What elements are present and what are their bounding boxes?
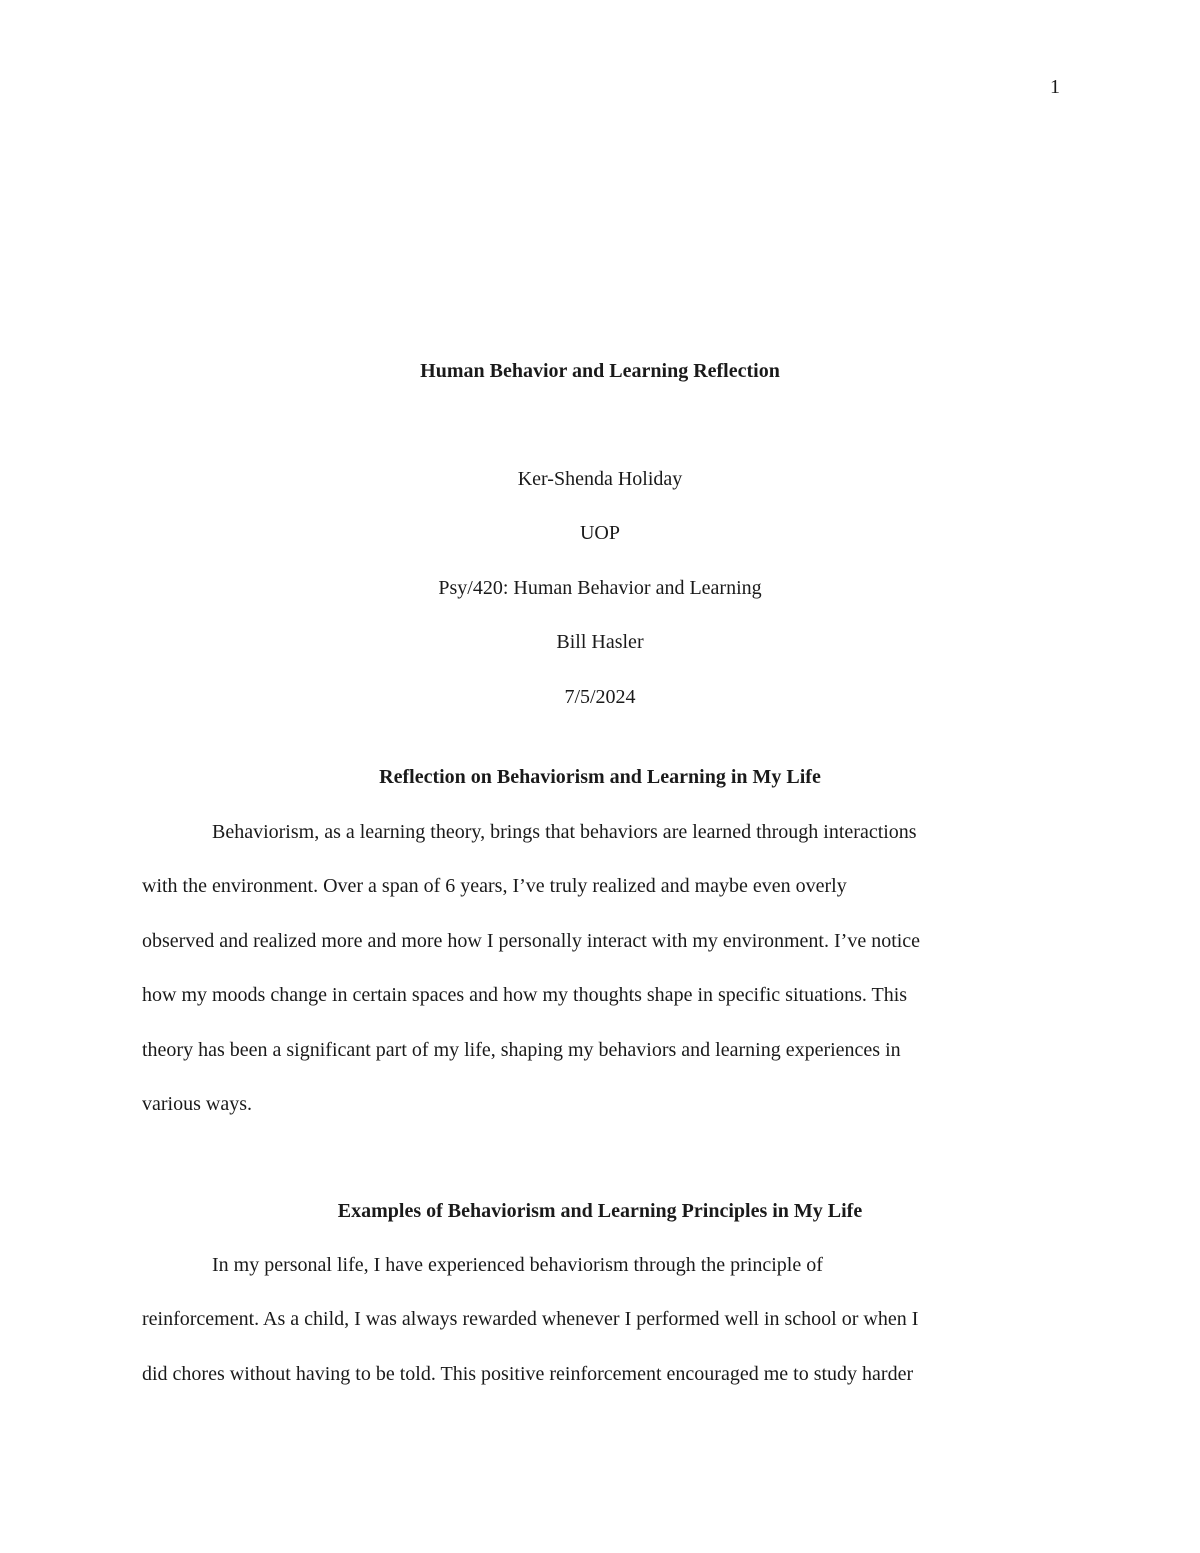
- paragraph-line: how my moods change in certain spaces and how my thoughts shape in specific situations. This: [142, 984, 908, 1007]
- paper-date: 7/5/2024: [564, 685, 636, 708]
- paragraph-line: did chores without having to be told. This positive reinforcement encouraged me to study harder: [142, 1362, 914, 1385]
- section-heading-reflection: Reflection on Behaviorism and Learning in My Life: [379, 766, 821, 788]
- course-name: Psy/420: Human Behavior and Learning: [438, 576, 762, 599]
- paragraph-line: observed and realized more and more how I personally interact with my environment. I’ve notice: [142, 929, 921, 952]
- author-name: Ker-Shenda Holiday: [517, 468, 683, 490]
- paper-title: Human Behavior and Learning Reflection: [420, 360, 780, 382]
- paragraph-line: theory has been a significant part of my life, shaping my behaviors and learning experiences in: [142, 1038, 901, 1061]
- paragraph-reflection: [142, 805, 1062, 1131]
- title-page-info: [0, 464, 1200, 736]
- paragraph-line: Behaviorism, as a learning theory, brings that behaviors are learned through interactions: [212, 821, 917, 843]
- institution: UOP: [579, 522, 620, 545]
- paragraph-line: with the environment. Over a span of 6 years, I’ve truly realized and maybe even overly: [142, 875, 847, 898]
- instructor-name: Bill Hasler: [556, 631, 644, 654]
- page-number: 1: [1050, 76, 1060, 98]
- paragraph-line: In my personal life, I have experienced behaviorism through the principle of: [212, 1254, 823, 1276]
- paragraph-examples: [142, 1238, 1062, 1401]
- paragraph-line: various ways.: [142, 1092, 252, 1115]
- paragraph-line: reinforcement. As a child, I was always rewarded whenever I performed well in school or when I: [142, 1308, 919, 1331]
- section-heading-examples: Examples of Behaviorism and Learning Principles in My Life: [337, 1200, 863, 1222]
